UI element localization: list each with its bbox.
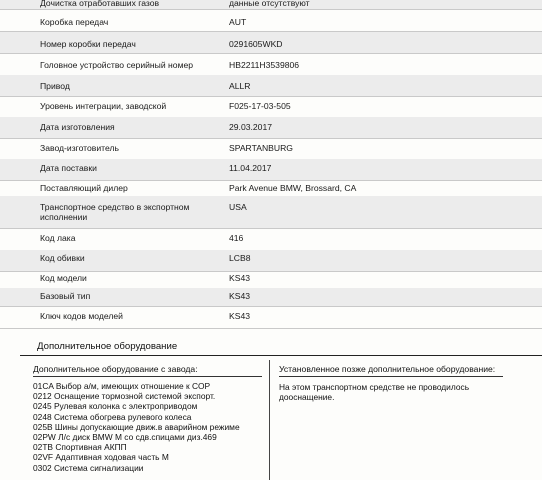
row-value: LCB8 bbox=[229, 253, 251, 263]
table-row bbox=[0, 159, 542, 181]
row-value: KS43 bbox=[229, 273, 251, 283]
row-label: Код лака bbox=[40, 233, 76, 243]
table-row bbox=[0, 138, 542, 160]
row-value: Park Avenue BMW, Brossard, CA bbox=[229, 183, 357, 193]
table-row bbox=[0, 10, 542, 32]
table-row bbox=[0, 32, 542, 54]
row-label: Базовый тип bbox=[40, 291, 91, 301]
table-row bbox=[0, 307, 542, 329]
row-label: Код обивки bbox=[40, 253, 85, 263]
factory-equipment-header: Дополнительное оборудование с завода: bbox=[33, 364, 198, 374]
later-equipment-note: На этом транспортном средстве не проводилось дооснащение. bbox=[279, 382, 470, 403]
row-label: Транспортное средство в экспортном исполнении bbox=[40, 202, 190, 222]
row-label: Коробка передач bbox=[40, 17, 109, 27]
list-item: 02TB Спортивная АКПП bbox=[33, 442, 127, 453]
row-label: Поставляющий дилер bbox=[40, 183, 128, 193]
row-label: Дочистка отработавших газов bbox=[40, 0, 160, 8]
row-value: HB2211H3539806 bbox=[229, 60, 300, 70]
column-divider bbox=[269, 360, 270, 480]
list-item: 0245 Рулевая колонка с электроприводом bbox=[33, 401, 198, 412]
row-label: Номер коробки передач bbox=[40, 39, 136, 49]
row-value: USA bbox=[229, 202, 247, 212]
table-row bbox=[0, 0, 542, 10]
row-label: Головное устройство серийный номер bbox=[40, 60, 194, 70]
factory-equipment-list bbox=[33, 381, 269, 473]
row-label: Завод-изготовитель bbox=[40, 143, 119, 153]
row-value: 29.03.2017 bbox=[229, 122, 273, 132]
table-row bbox=[0, 75, 542, 97]
table-row bbox=[0, 196, 542, 229]
factory-header-underline bbox=[33, 376, 262, 377]
row-value: ALLR bbox=[229, 81, 251, 91]
list-item: 0248 Система обогрева рулевого колеса bbox=[33, 411, 192, 422]
row-label: Дата изготовления bbox=[40, 122, 115, 132]
row-value: KS43 bbox=[229, 311, 251, 321]
table-row bbox=[0, 250, 542, 272]
list-item: 0302 Система сигнализации bbox=[33, 462, 144, 473]
list-item: 0212 Оснащение тормозной системой экспорт. bbox=[33, 391, 216, 402]
table-row bbox=[0, 117, 542, 139]
row-label: Код модели bbox=[40, 273, 87, 283]
row-value: F025-17-03-505 bbox=[229, 101, 291, 111]
row-label: Уровень интеграции, заводской bbox=[40, 101, 167, 111]
row-value: KS43 bbox=[229, 291, 251, 301]
list-item: 025B Шины допускающие движ.в аварийном режиме bbox=[33, 421, 240, 432]
row-value: 11.04.2017 bbox=[229, 163, 272, 173]
table-row bbox=[0, 229, 542, 251]
row-value: 416 bbox=[229, 233, 244, 243]
row-label: Привод bbox=[40, 81, 70, 91]
table-row bbox=[0, 288, 542, 307]
list-item: 02PW Л/с диск BMW M со сдв.спицами диз.469 bbox=[33, 432, 217, 443]
row-value: AUT bbox=[229, 17, 247, 27]
row-label: Дата поставки bbox=[40, 163, 97, 173]
section-title: Дополнительное оборудование bbox=[37, 341, 178, 352]
row-label: Ключ кодов моделей bbox=[40, 311, 123, 321]
section-divider bbox=[20, 355, 542, 356]
list-item: 02VF Адаптивная ходовая часть M bbox=[33, 452, 169, 463]
row-value: данные отсутствуют bbox=[229, 0, 310, 8]
table-row bbox=[0, 96, 542, 118]
row-value: SPARTANBURG bbox=[229, 143, 293, 153]
later-equipment-header: Установленное позже дополнительное оборудование: bbox=[279, 364, 496, 374]
later-header-underline bbox=[279, 376, 503, 377]
table-row bbox=[0, 54, 542, 76]
row-value: 0291605WKD bbox=[229, 39, 283, 49]
list-item: 01CA Выбор а/м, имеющих отношение к COP bbox=[33, 381, 211, 391]
